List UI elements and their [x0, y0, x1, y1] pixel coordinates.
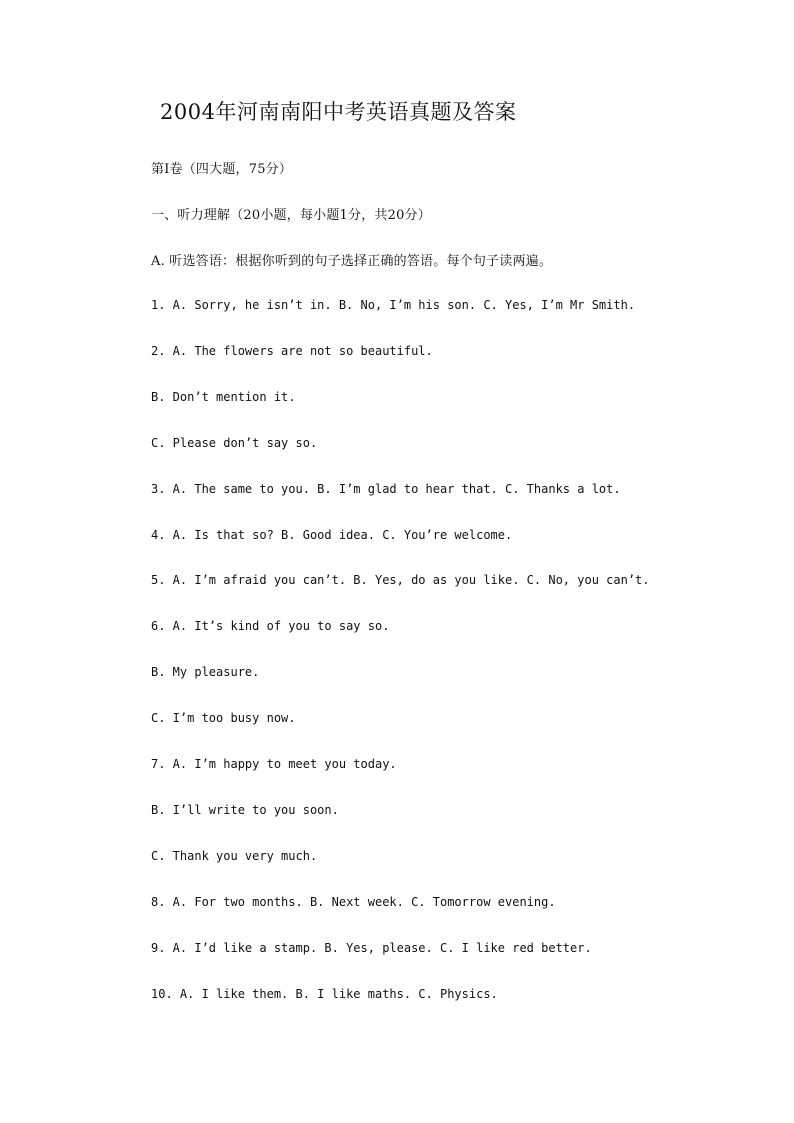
question-line: B. I’ll write to you soon. [151, 803, 339, 817]
question-line: 2. A. The flowers are not so beautiful. [151, 344, 433, 358]
question-line: 3. A. The same to you. B. I’m glad to hear that. C. Thanks a lot. [151, 482, 621, 496]
question-line: C. I’m too busy now. [151, 711, 296, 725]
question-line: 9. A. I’d like a stamp. B. Yes, please. C. I like red better. [151, 941, 592, 955]
volume-heading: 第Ⅰ卷（四大题，75分） [151, 162, 293, 177]
question-line: 4. A. Is that so? B. Good idea. C. You’re welcome. [151, 528, 513, 542]
part-a-instruction: A. 听选答语：根据你听到的句子选择正确的答语。每个句子读两遍。 [151, 254, 553, 269]
question-line: B. My pleasure. [151, 665, 260, 679]
question-line: 5. A. I’m afraid you can’t. B. Yes, do as you like. C. No, you can’t. [151, 573, 650, 587]
question-line: 8. A. For two months. B. Next week. C. Tomorrow evening. [151, 895, 556, 909]
question-line: 10. A. I like them. B. I like maths. C. Physics. [151, 987, 498, 1001]
question-line: 1. A. Sorry, he isn’t in. B. No, I’m his son. C. Yes, I’m Mr Smith. [151, 298, 636, 312]
document-title: 2004年河南南阳中考英语真题及答案 [160, 100, 517, 124]
question-line: 6. A. It’s kind of you to say so. [151, 619, 390, 633]
question-line: 7. A. I’m happy to meet you today. [151, 757, 397, 771]
question-line: C. Thank you very much. [151, 849, 318, 863]
question-line: C. Please don’t say so. [151, 436, 318, 450]
section-heading: 一、听力理解（20小题，每小题1分，共20分） [151, 208, 431, 223]
question-line: B. Don’t mention it. [151, 390, 296, 404]
